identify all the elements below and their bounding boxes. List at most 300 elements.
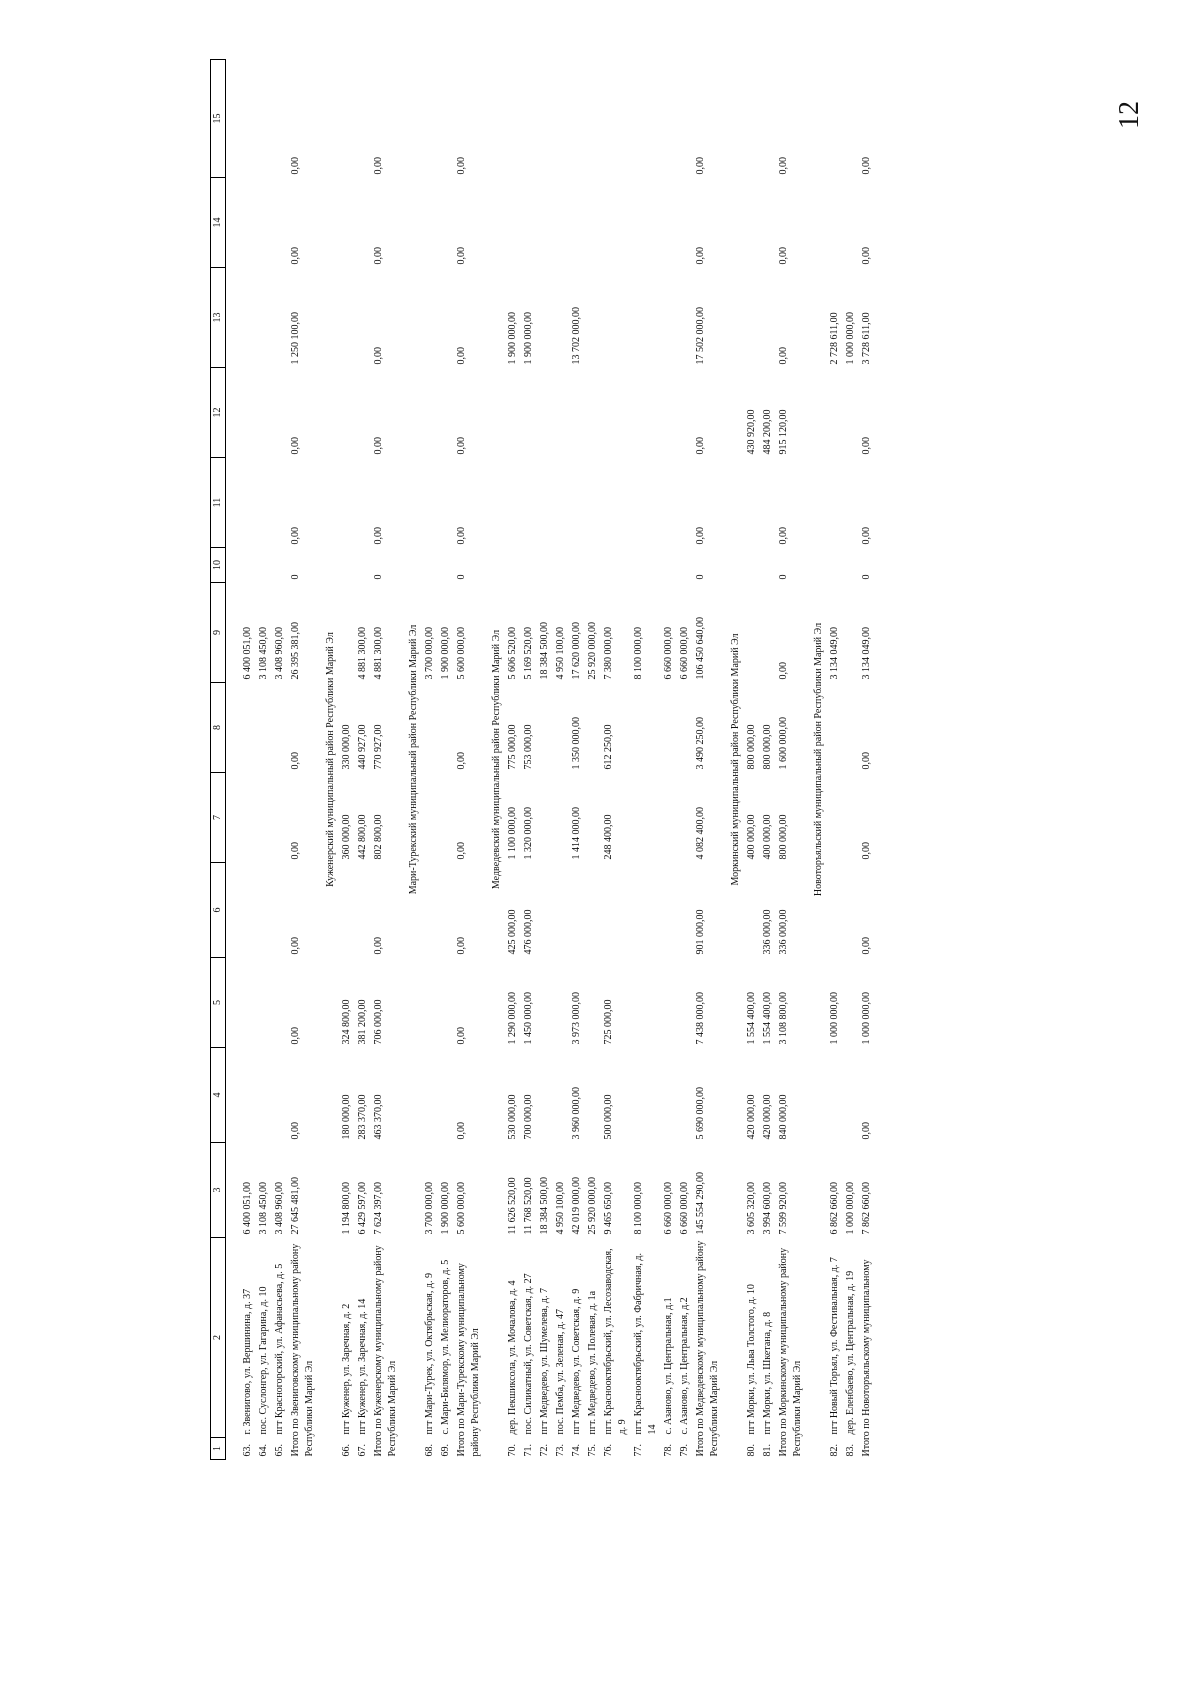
value-cell <box>355 458 371 548</box>
value-cell: 324 800,00 <box>341 999 352 1045</box>
value-cell <box>272 268 288 368</box>
value-cell <box>553 60 569 178</box>
value-cell <box>827 60 843 178</box>
value-cell <box>843 683 859 773</box>
table-row <box>843 60 859 1460</box>
value-cell: 430 920,00 <box>746 409 757 455</box>
address-cell: пгт Медведево, ул. Советская, д. 9 <box>571 1288 582 1435</box>
value-cell <box>677 1048 693 1143</box>
value-cell <box>585 958 601 1048</box>
value-cell <box>537 683 553 773</box>
total-value-cell: 0,00 <box>456 157 467 175</box>
address-cell: пгт Медведево, ул. Шумелева, д. 7 <box>539 1288 550 1435</box>
row-number: 63. <box>242 1444 253 1457</box>
total-value-cell: 0,00 <box>861 437 872 455</box>
value-cell <box>843 368 859 458</box>
value-cell: 6 660 000,00 <box>679 1182 690 1235</box>
value-cell <box>661 863 677 958</box>
value-cell <box>661 178 677 268</box>
value-cell: 425 000,00 <box>507 909 518 955</box>
data-table <box>210 59 875 1460</box>
value-cell <box>827 863 843 958</box>
value-cell <box>339 863 355 958</box>
value-cell <box>744 60 760 178</box>
total-value-cell: 0,00 <box>373 937 384 955</box>
spacer-row <box>226 60 241 1460</box>
value-cell <box>661 60 677 178</box>
value-cell <box>240 368 256 458</box>
value-cell: 3 960 000,00 <box>571 1087 582 1140</box>
value-cell <box>272 863 288 958</box>
value-cell: 400 000,00 <box>746 814 757 860</box>
value-cell <box>272 178 288 268</box>
value-cell: 1 000 000,00 <box>845 312 856 365</box>
table-row <box>601 60 631 1460</box>
value-cell <box>537 958 553 1048</box>
table-row <box>272 60 288 1460</box>
total-value-cell: 0,00 <box>778 662 789 680</box>
value-cell <box>553 1048 569 1143</box>
value-cell <box>256 368 272 458</box>
table-row <box>827 60 843 1460</box>
value-cell <box>827 458 843 548</box>
total-value-cell: 0,00 <box>290 247 301 265</box>
value-cell: 420 000,00 <box>762 1094 773 1140</box>
total-value-cell: 0,00 <box>373 347 384 365</box>
value-cell <box>422 958 438 1048</box>
value-cell <box>631 458 661 548</box>
value-cell <box>569 548 585 583</box>
address-cell: г. Звенигово, ул. Вершинина, д. 37 <box>242 1288 253 1435</box>
value-cell: 442 800,00 <box>357 814 368 860</box>
value-cell <box>677 958 693 1048</box>
total-value-cell: 1 000 000,00 <box>861 992 872 1045</box>
value-cell: 1 450 000,00 <box>523 992 534 1045</box>
total-value-cell: 0,00 <box>456 1027 467 1045</box>
row-number: 80. <box>746 1444 757 1457</box>
value-cell: 1 900 000,00 <box>440 1182 451 1235</box>
total-value-cell: 4 082 400,00 <box>695 807 706 860</box>
value-cell <box>272 773 288 863</box>
column-header: 6 <box>211 863 226 958</box>
value-cell <box>677 458 693 548</box>
column-header: 13 <box>211 268 226 368</box>
value-cell <box>760 548 776 583</box>
table-header <box>211 60 226 1460</box>
total-value-cell: 336 000,00 <box>778 909 789 955</box>
value-cell: 3 408 960,00 <box>274 1182 285 1235</box>
row-number: 65. <box>274 1444 285 1457</box>
total-value-cell: 0 <box>695 574 706 580</box>
row-number: 74. <box>571 1444 582 1457</box>
value-cell: 42 019 000,00 <box>571 1177 582 1235</box>
table-row <box>438 60 454 1460</box>
total-row <box>776 60 806 1460</box>
value-cell <box>339 60 355 178</box>
value-cell: 753 000,00 <box>523 724 534 770</box>
total-value-cell: 0,00 <box>778 247 789 265</box>
total-value-cell: 7 599 920,00 <box>778 1182 789 1235</box>
value-cell <box>843 863 859 958</box>
value-cell <box>585 368 601 458</box>
value-cell <box>355 368 371 458</box>
total-value-cell: 5 690 000,00 <box>695 1087 706 1140</box>
value-cell <box>569 368 585 458</box>
value-cell <box>744 178 760 268</box>
row-number: 83. <box>845 1444 856 1457</box>
table-row <box>631 60 661 1460</box>
total-value-cell: 770 927,00 <box>373 724 384 770</box>
address-cell: пгт Куженер, ул. Заречная, д. 2 <box>341 1303 352 1435</box>
value-cell <box>438 178 454 268</box>
address-cell: дер. Еленбаево, ул. Центральная, д. 19 <box>845 1270 856 1435</box>
value-cell: 1 414 000,00 <box>571 807 582 860</box>
total-value-cell: 706 000,00 <box>373 999 384 1045</box>
value-cell <box>272 683 288 773</box>
value-cell <box>553 268 569 368</box>
rotated-table-wrapper <box>210 60 1200 1460</box>
district-heading: Мари-Турекский муниципальный район Республики Марий Эл <box>408 624 419 895</box>
district-heading-row <box>806 60 827 1460</box>
value-cell <box>355 268 371 368</box>
value-cell: 11 626 520,00 <box>507 1177 518 1235</box>
value-cell <box>537 458 553 548</box>
value-cell: 7 380 000,00 <box>603 627 614 680</box>
total-label: Итого по Моркинскому муниципальному району Республики Марий Эл <box>778 1247 803 1457</box>
value-cell: 6 862 660,00 <box>829 1182 840 1235</box>
value-cell <box>537 268 553 368</box>
value-cell <box>537 60 553 178</box>
value-cell <box>240 683 256 773</box>
value-cell: 1 320 000,00 <box>523 807 534 860</box>
total-value-cell: 0 <box>778 574 789 580</box>
total-value-cell: 0,00 <box>695 437 706 455</box>
value-cell: 1 100 000,00 <box>507 807 518 860</box>
total-row <box>693 60 723 1460</box>
row-number: 72. <box>539 1444 550 1457</box>
value-cell <box>240 773 256 863</box>
value-cell <box>339 458 355 548</box>
value-cell <box>521 368 537 458</box>
value-cell <box>256 773 272 863</box>
total-value-cell: 0,00 <box>861 1122 872 1140</box>
total-label: Итого по Звениговскому муниципальному району Республики Марий Эл <box>290 1243 315 1457</box>
column-header: 5 <box>211 958 226 1048</box>
value-cell <box>585 863 601 958</box>
value-cell: 13 702 000,00 <box>571 307 582 365</box>
value-cell <box>553 548 569 583</box>
value-cell: 1 350 000,00 <box>571 717 582 770</box>
value-cell <box>661 1048 677 1143</box>
value-cell <box>744 458 760 548</box>
value-cell: 3 605 320,00 <box>746 1182 757 1235</box>
value-cell <box>760 60 776 178</box>
value-cell: 1 900 000,00 <box>507 312 518 365</box>
address-cell: дер. Пекшиксола, ул. Мочалова, д. 4 <box>507 1280 518 1435</box>
value-cell <box>422 1048 438 1143</box>
total-value-cell: 0,00 <box>290 157 301 175</box>
total-value-cell: 0,00 <box>290 842 301 860</box>
row-number: 73. <box>555 1444 566 1457</box>
value-cell <box>631 178 661 268</box>
value-cell: 800 000,00 <box>762 724 773 770</box>
column-header: 1 <box>211 1438 226 1460</box>
value-cell: 3 994 600,00 <box>762 1182 773 1235</box>
value-cell <box>661 368 677 458</box>
district-heading: Новоторъяльский муниципальный район Республики Марий Эл <box>813 622 824 897</box>
table-row <box>744 60 760 1460</box>
address-cell: пос. Пемба, ул. Зеленая, д. 47 <box>555 1309 566 1435</box>
value-cell <box>339 548 355 583</box>
row-number: 67. <box>357 1444 368 1457</box>
table-row <box>677 60 693 1460</box>
value-cell <box>355 178 371 268</box>
row-number: 78. <box>663 1444 674 1457</box>
value-cell <box>585 458 601 548</box>
value-cell <box>585 178 601 268</box>
value-cell: 800 000,00 <box>746 724 757 770</box>
value-cell: 420 000,00 <box>746 1094 757 1140</box>
value-cell <box>240 60 256 178</box>
value-cell <box>240 863 256 958</box>
total-value-cell: 7 624 397,00 <box>373 1182 384 1235</box>
value-cell <box>585 1048 601 1143</box>
total-value-cell: 7 438 000,00 <box>695 992 706 1045</box>
total-value-cell: 0,00 <box>861 937 872 955</box>
address-cell: с. Мари-Билямор, ул. Мелиораторов, д. 5 <box>440 1259 451 1435</box>
total-value-cell: 0,00 <box>456 752 467 770</box>
value-cell <box>677 773 693 863</box>
total-value-cell: 0,00 <box>456 247 467 265</box>
total-value-cell: 1 250 100,00 <box>290 312 301 365</box>
total-value-cell: 840 000,00 <box>778 1094 789 1140</box>
value-cell <box>569 863 585 958</box>
total-value-cell: 802 800,00 <box>373 814 384 860</box>
total-value-cell: 3 728 611,00 <box>861 312 872 365</box>
value-cell <box>272 368 288 458</box>
value-cell: 1 554 400,00 <box>746 992 757 1045</box>
value-cell <box>521 60 537 178</box>
value-cell <box>631 368 661 458</box>
value-cell: 612 250,00 <box>603 724 614 770</box>
value-cell <box>843 458 859 548</box>
total-value-cell: 0 <box>861 574 872 580</box>
value-cell <box>256 683 272 773</box>
row-number: 66. <box>341 1444 352 1457</box>
value-cell <box>438 863 454 958</box>
value-cell <box>521 548 537 583</box>
value-cell <box>355 863 371 958</box>
total-value-cell: 0,00 <box>456 347 467 365</box>
value-cell <box>272 458 288 548</box>
value-cell <box>240 268 256 368</box>
value-cell: 476 000,00 <box>523 909 534 955</box>
table-row <box>585 60 601 1460</box>
address-cell: с. Азаново, ул. Центральная, д.2 <box>679 1297 690 1435</box>
total-value-cell: 0,00 <box>456 527 467 545</box>
total-value-cell: 0,00 <box>290 1122 301 1140</box>
value-cell: 4 881 300,00 <box>357 627 368 680</box>
value-cell <box>843 60 859 178</box>
value-cell: 500 000,00 <box>603 1094 614 1140</box>
value-cell <box>553 773 569 863</box>
value-cell <box>661 683 677 773</box>
value-cell: 3 108 450,00 <box>258 627 269 680</box>
value-cell <box>521 178 537 268</box>
value-cell <box>438 683 454 773</box>
district-heading: Куженерский муниципальный район Республики Марий Эл <box>325 632 336 887</box>
value-cell: 6 429 597,00 <box>357 1182 368 1235</box>
value-cell <box>438 958 454 1048</box>
table-body <box>226 60 876 1460</box>
value-cell <box>272 958 288 1048</box>
address-cell: пос. Суслонгер, ул. Гагарина, д. 10 <box>258 1286 269 1435</box>
value-cell: 4 950 100,00 <box>555 627 566 680</box>
total-label: Итого по Мари-Турекскому муниципальному району Республики Марий Эл <box>456 1263 481 1457</box>
value-cell: 775 000,00 <box>507 724 518 770</box>
value-cell <box>631 773 661 863</box>
value-cell: 6 660 000,00 <box>679 627 690 680</box>
spacer-cell <box>226 60 241 1460</box>
value-cell <box>422 60 438 178</box>
row-number: 68. <box>424 1444 435 1457</box>
total-value-cell: 0 <box>456 574 467 580</box>
total-value-cell: 3 134 049,00 <box>861 627 872 680</box>
value-cell <box>240 178 256 268</box>
total-value-cell: 0,00 <box>861 247 872 265</box>
column-header: 14 <box>211 178 226 268</box>
value-cell: 5 169 520,00 <box>523 627 534 680</box>
address-cell: пос. Силикатный, ул. Советская, д. 27 <box>523 1273 534 1435</box>
value-cell <box>537 548 553 583</box>
total-value-cell: 0,00 <box>778 347 789 365</box>
value-cell <box>521 458 537 548</box>
total-value-cell: 0,00 <box>373 527 384 545</box>
total-value-cell: 0,00 <box>456 842 467 860</box>
total-value-cell: 0,00 <box>290 1027 301 1045</box>
total-row <box>371 60 401 1460</box>
column-header: 15 <box>211 60 226 178</box>
value-cell <box>601 368 631 458</box>
total-value-cell: 3 108 800,00 <box>778 992 789 1045</box>
value-cell <box>760 268 776 368</box>
value-cell <box>272 548 288 583</box>
column-header: 10 <box>211 548 226 583</box>
row-number: 64. <box>258 1444 269 1457</box>
total-row <box>454 60 484 1460</box>
value-cell <box>585 683 601 773</box>
value-cell <box>744 548 760 583</box>
address-cell: пгт Куженер, ул. Заречная, д. 14 <box>357 1298 368 1435</box>
total-value-cell: 3 490 250,00 <box>695 717 706 770</box>
value-cell <box>827 178 843 268</box>
row-number: 76. <box>603 1444 614 1457</box>
value-cell: 8 100 000,00 <box>633 1182 644 1235</box>
column-header: 3 <box>211 1143 226 1238</box>
value-cell <box>601 548 631 583</box>
total-value-cell: 0,00 <box>373 437 384 455</box>
table-row <box>256 60 272 1460</box>
total-value-cell: 7 862 660,00 <box>861 1182 872 1235</box>
total-value-cell: 4 881 300,00 <box>373 627 384 680</box>
row-number: 75. <box>587 1444 598 1457</box>
table-row <box>569 60 585 1460</box>
total-value-cell: 27 645 481,00 <box>290 1177 301 1235</box>
value-cell <box>537 368 553 458</box>
value-cell <box>843 1048 859 1143</box>
value-cell <box>827 773 843 863</box>
value-cell <box>631 683 661 773</box>
value-cell <box>256 1048 272 1143</box>
value-cell <box>422 178 438 268</box>
total-value-cell: 0,00 <box>456 437 467 455</box>
address-cell: пгт Новый Торъял, ул. Фестивальная, д. 7 <box>829 1257 840 1435</box>
address-cell: пгт Морки, ул. Шкетана, д. 8 <box>762 1311 773 1435</box>
value-cell <box>553 683 569 773</box>
value-cell <box>827 683 843 773</box>
total-value-cell: 915 120,00 <box>778 409 789 455</box>
address-cell: с. Азаново, ул. Центральная, д.1 <box>663 1297 674 1435</box>
value-cell <box>537 178 553 268</box>
value-cell <box>422 268 438 368</box>
value-cell: 725 000,00 <box>603 999 614 1045</box>
value-cell <box>355 548 371 583</box>
value-cell <box>760 583 776 683</box>
value-cell <box>422 368 438 458</box>
row-number: 77. <box>633 1444 644 1457</box>
value-cell: 6 660 000,00 <box>663 1182 674 1235</box>
table-row <box>661 60 677 1460</box>
total-value-cell: 0 <box>290 574 301 580</box>
total-value-cell: 0,00 <box>861 527 872 545</box>
total-value-cell: 0,00 <box>778 527 789 545</box>
value-cell <box>505 548 521 583</box>
total-value-cell: 800 000,00 <box>778 814 789 860</box>
value-cell <box>339 268 355 368</box>
value-cell <box>631 1048 661 1143</box>
value-cell: 3 700 000,00 <box>424 1182 435 1235</box>
value-cell <box>422 683 438 773</box>
value-cell <box>677 683 693 773</box>
value-cell <box>843 178 859 268</box>
value-cell <box>355 60 371 178</box>
value-cell <box>677 368 693 458</box>
value-cell <box>661 548 677 583</box>
column-header: 11 <box>211 458 226 548</box>
value-cell: 3 134 049,00 <box>829 627 840 680</box>
value-cell: 3 973 000,00 <box>571 992 582 1045</box>
value-cell <box>256 863 272 958</box>
value-cell: 440 927,00 <box>357 724 368 770</box>
total-value-cell: 145 554 290,00 <box>695 1172 706 1235</box>
address-cell: пгт Красногорский, ул. Афанасьева, д. 5 <box>274 1263 285 1435</box>
table-row <box>339 60 355 1460</box>
value-cell <box>661 458 677 548</box>
value-cell <box>256 60 272 178</box>
value-cell <box>661 268 677 368</box>
value-cell <box>827 368 843 458</box>
value-cell: 180 000,00 <box>341 1094 352 1140</box>
value-cell: 381 200,00 <box>357 999 368 1045</box>
value-cell: 6 660 000,00 <box>663 627 674 680</box>
value-cell <box>744 863 760 958</box>
value-cell <box>438 268 454 368</box>
value-cell <box>631 548 661 583</box>
total-label: Итого по Новоторъяльскому муниципальному <box>861 1259 872 1457</box>
value-cell: 1 900 000,00 <box>523 312 534 365</box>
value-cell <box>256 178 272 268</box>
total-value-cell: 5 600 000,00 <box>456 627 467 680</box>
